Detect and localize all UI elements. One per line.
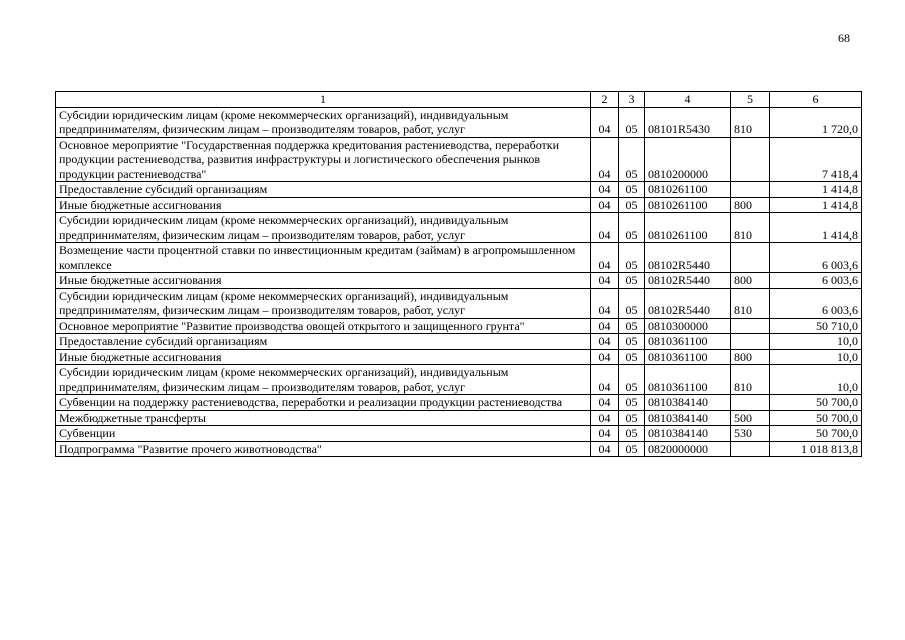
column-header: 6: [770, 92, 862, 108]
row-expense-type: 810: [731, 107, 770, 137]
row-section: 04: [591, 197, 619, 213]
row-amount: 10,0: [770, 334, 862, 350]
row-target-article: 0810384140: [645, 410, 731, 426]
row-section: 04: [591, 273, 619, 289]
row-target-article: 08101R5430: [645, 107, 731, 137]
row-target-article: 0810261100: [645, 213, 731, 243]
table-row: [56, 107, 862, 137]
table-row: [56, 395, 862, 411]
row-expense-type: [731, 334, 770, 350]
row-subsection: 05: [619, 395, 645, 411]
row-name: Субсидии юридическим лицам (кроме некоммерческих организаций), индивидуальным предпринимателям, физическим лицам – производителям товаров, работ, услуг: [56, 213, 591, 243]
row-amount: 50 700,0: [770, 410, 862, 426]
row-subsection: 05: [619, 137, 645, 182]
row-subsection: 05: [619, 334, 645, 350]
row-section: 04: [591, 441, 619, 457]
row-subsection: 05: [619, 107, 645, 137]
row-expense-type: [731, 137, 770, 182]
row-section: 04: [591, 426, 619, 442]
budget-table: [55, 91, 862, 457]
row-expense-type: [731, 182, 770, 198]
row-target-article: 0810300000: [645, 318, 731, 334]
row-subsection: 05: [619, 441, 645, 457]
row-target-article: 0820000000: [645, 441, 731, 457]
row-name: Субсидии юридическим лицам (кроме некоммерческих организаций), индивидуальным предпринимателям, физическим лицам – производителям товаров, работ, услуг: [56, 365, 591, 395]
row-amount: 50 700,0: [770, 426, 862, 442]
table-row: [56, 273, 862, 289]
row-section: 04: [591, 288, 619, 318]
row-amount: 1 720,0: [770, 107, 862, 137]
column-header: 2: [591, 92, 619, 108]
row-amount: 6 003,6: [770, 273, 862, 289]
row-target-article: 08102R5440: [645, 273, 731, 289]
row-section: 04: [591, 213, 619, 243]
row-name: Иные бюджетные ассигнования: [56, 273, 591, 289]
row-section: 04: [591, 107, 619, 137]
row-expense-type: [731, 441, 770, 457]
row-section: 04: [591, 137, 619, 182]
row-target-article: 0810261100: [645, 197, 731, 213]
table-row: [56, 243, 862, 273]
row-name: Иные бюджетные ассигнования: [56, 349, 591, 365]
column-header: 5: [731, 92, 770, 108]
row-amount: 6 003,6: [770, 243, 862, 273]
row-expense-type: 500: [731, 410, 770, 426]
row-name: Межбюджетные трансферты: [56, 410, 591, 426]
row-target-article: 0810361100: [645, 349, 731, 365]
row-amount: 6 003,6: [770, 288, 862, 318]
row-target-article: 08102R5440: [645, 243, 731, 273]
row-subsection: 05: [619, 273, 645, 289]
table-row: [56, 365, 862, 395]
table-row: [56, 197, 862, 213]
row-subsection: 05: [619, 182, 645, 198]
table-row: [56, 349, 862, 365]
row-target-article: 08102R5440: [645, 288, 731, 318]
row-name: Субвенции: [56, 426, 591, 442]
row-name: Иные бюджетные ассигнования: [56, 197, 591, 213]
row-expense-type: 800: [731, 197, 770, 213]
table-header-row: [56, 92, 862, 108]
row-amount: 50 700,0: [770, 395, 862, 411]
table-row: [56, 213, 862, 243]
row-section: 04: [591, 318, 619, 334]
row-name: Субвенции на поддержку растениеводства, переработки и реализации продукции растениеводства: [56, 395, 591, 411]
row-amount: 7 418,4: [770, 137, 862, 182]
row-amount: 1 414,8: [770, 213, 862, 243]
row-expense-type: 810: [731, 213, 770, 243]
row-amount: 10,0: [770, 365, 862, 395]
row-name: Подпрограмма "Развитие прочего животноводства": [56, 441, 591, 457]
row-amount: 50 710,0: [770, 318, 862, 334]
row-target-article: 0810361100: [645, 365, 731, 395]
row-section: 04: [591, 334, 619, 350]
row-subsection: 05: [619, 243, 645, 273]
row-name: Основное мероприятие "Государственная поддержка кредитования растениеводства, переработки продукции растениеводства, развития инфраструктуры и логистического обеспечения рынков продукции растениеводства": [56, 137, 591, 182]
row-target-article: 0810384140: [645, 426, 731, 442]
row-subsection: 05: [619, 197, 645, 213]
row-amount: 10,0: [770, 349, 862, 365]
row-subsection: 05: [619, 318, 645, 334]
row-subsection: 05: [619, 213, 645, 243]
table-row: [56, 182, 862, 198]
row-expense-type: 530: [731, 426, 770, 442]
row-expense-type: [731, 318, 770, 334]
row-name: Субсидии юридическим лицам (кроме некоммерческих организаций), индивидуальным предпринимателям, физическим лицам – производителям товаров, работ, услуг: [56, 107, 591, 137]
row-section: 04: [591, 182, 619, 198]
table-row: [56, 288, 862, 318]
row-section: 04: [591, 349, 619, 365]
row-subsection: 05: [619, 426, 645, 442]
row-section: 04: [591, 395, 619, 411]
row-amount: 1 414,8: [770, 182, 862, 198]
row-name: Возмещение части процентной ставки по инвестиционным кредитам (займам) в агропромышленном комплексе: [56, 243, 591, 273]
row-subsection: 05: [619, 349, 645, 365]
row-section: 04: [591, 365, 619, 395]
table-row: [56, 137, 862, 182]
row-subsection: 05: [619, 410, 645, 426]
row-name: Предоставление субсидий организациям: [56, 334, 591, 350]
column-header: 1: [56, 92, 591, 108]
row-target-article: 0810261100: [645, 182, 731, 198]
row-target-article: 0810361100: [645, 334, 731, 350]
row-subsection: 05: [619, 288, 645, 318]
column-header: 4: [645, 92, 731, 108]
row-name: Предоставление субсидий организациям: [56, 182, 591, 198]
column-header: 3: [619, 92, 645, 108]
table-row: [56, 318, 862, 334]
row-subsection: 05: [619, 365, 645, 395]
table-row: [56, 441, 862, 457]
row-amount: 1 414,8: [770, 197, 862, 213]
row-expense-type: 800: [731, 349, 770, 365]
row-target-article: 0810200000: [645, 137, 731, 182]
row-section: 04: [591, 410, 619, 426]
table-row: [56, 426, 862, 442]
row-expense-type: [731, 395, 770, 411]
row-expense-type: 800: [731, 273, 770, 289]
row-section: 04: [591, 243, 619, 273]
row-expense-type: 810: [731, 288, 770, 318]
row-expense-type: 810: [731, 365, 770, 395]
row-expense-type: [731, 243, 770, 273]
table-row: [56, 334, 862, 350]
row-target-article: 0810384140: [645, 395, 731, 411]
table-row: [56, 410, 862, 426]
row-amount: 1 018 813,8: [770, 441, 862, 457]
row-name: Основное мероприятие "Развитие производства овощей открытого и защищенного грунта": [56, 318, 591, 334]
page-number: 68: [838, 31, 850, 45]
row-name: Субсидии юридическим лицам (кроме некоммерческих организаций), индивидуальным предпринимателям, физическим лицам – производителям товаров, работ, услуг: [56, 288, 591, 318]
